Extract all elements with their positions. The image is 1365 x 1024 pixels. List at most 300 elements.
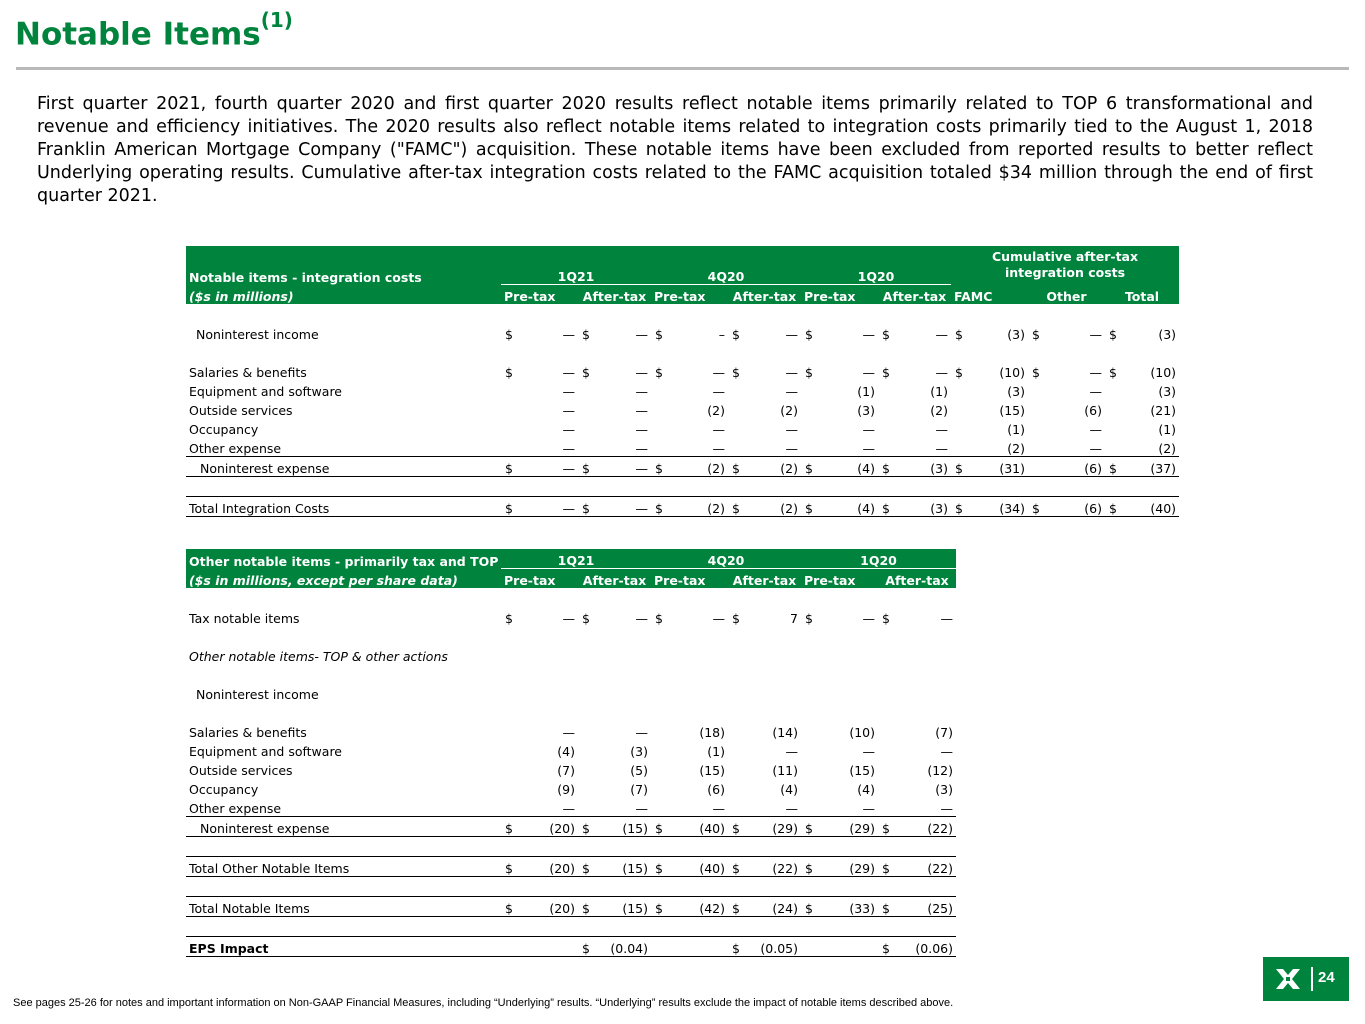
value-cell bbox=[1028, 399, 1105, 418]
value-text: — bbox=[1089, 327, 1102, 342]
title-divider bbox=[16, 67, 1349, 70]
currency-symbol: $ bbox=[805, 501, 813, 516]
value-cell bbox=[578, 897, 651, 917]
spacer-row bbox=[186, 917, 956, 937]
currency-symbol: $ bbox=[1109, 501, 1117, 516]
value-cell bbox=[728, 740, 801, 759]
currency-symbol: $ bbox=[655, 901, 663, 916]
value-cell bbox=[728, 721, 801, 740]
value-text: — bbox=[712, 441, 725, 456]
value-text: (2) bbox=[780, 461, 798, 476]
period-header: 1Q21 bbox=[501, 549, 651, 569]
value-cell bbox=[951, 399, 1028, 418]
value-cell bbox=[578, 721, 651, 740]
spacer-cell bbox=[801, 917, 878, 937]
spacer-cell bbox=[501, 342, 578, 361]
value-cell bbox=[1028, 323, 1105, 342]
currency-symbol: $ bbox=[805, 365, 813, 380]
currency-symbol: $ bbox=[505, 821, 513, 836]
spacer-cell bbox=[186, 626, 501, 645]
value-text: — bbox=[712, 611, 725, 626]
value-cell bbox=[878, 361, 951, 380]
currency-symbol: $ bbox=[505, 461, 513, 476]
value-text: (22) bbox=[927, 821, 953, 836]
value-text: — bbox=[935, 365, 948, 380]
currency-symbol: $ bbox=[582, 365, 590, 380]
value-text: (6) bbox=[707, 782, 725, 797]
row-label: Total Integration Costs bbox=[186, 497, 501, 517]
spacer-cell bbox=[1105, 342, 1179, 361]
value-cell bbox=[801, 607, 878, 626]
empty-cell bbox=[501, 645, 578, 664]
spacer-row bbox=[186, 304, 1179, 323]
row-label: Noninterest income bbox=[196, 327, 319, 342]
table-row bbox=[186, 721, 956, 740]
value-cell bbox=[578, 418, 651, 437]
spacer-cell bbox=[951, 304, 1028, 323]
value-cell bbox=[951, 380, 1028, 399]
currency-symbol: $ bbox=[505, 611, 513, 626]
spacer-row bbox=[186, 588, 956, 607]
spacer-cell bbox=[578, 477, 651, 497]
value-cell bbox=[878, 817, 956, 837]
currency-symbol: $ bbox=[732, 365, 740, 380]
currency-symbol: $ bbox=[655, 327, 663, 342]
value-text: (6) bbox=[1084, 501, 1102, 516]
row-label: Occupancy bbox=[189, 782, 259, 797]
currency-symbol: $ bbox=[882, 861, 890, 876]
value-text: (3) bbox=[935, 782, 953, 797]
currency-symbol: $ bbox=[805, 861, 813, 876]
value-text: — bbox=[635, 365, 648, 380]
value-text: (4) bbox=[857, 782, 875, 797]
value-cell bbox=[951, 323, 1028, 342]
value-cell bbox=[801, 418, 878, 437]
value-cell bbox=[578, 857, 651, 877]
spacer-cell bbox=[801, 342, 878, 361]
value-cell bbox=[501, 857, 578, 877]
value-text: (10) bbox=[999, 365, 1025, 380]
currency-symbol: $ bbox=[882, 941, 890, 956]
value-text: (24) bbox=[772, 901, 798, 916]
spacer-cell bbox=[728, 877, 801, 897]
currency-symbol: $ bbox=[955, 501, 963, 516]
value-cell bbox=[801, 778, 878, 797]
intro-paragraph: First quarter 2021, fourth quarter 2020 and first quarter 2020 results reflect notable items primarily related to TOP 6 transformational and revenue and efficiency initiatives. The 2020 results also reflect notable items related to integration costs primarily tied to the August 1, 2018 Franklin American Mortgage Company ("FAMC") acquisition. These notable items have been excluded from reported results to better reflect Underlying operating results. Cumulative after-tax integration costs related to the FAMC acquisition totaled $34 million through the end of first quarter 2021. bbox=[37, 94, 1313, 206]
spacer-cell bbox=[728, 664, 801, 683]
value-text: (2) bbox=[1007, 441, 1025, 456]
value-cell bbox=[878, 740, 956, 759]
column-header: Pre-tax bbox=[501, 569, 578, 589]
value-text: — bbox=[712, 801, 725, 816]
value-cell bbox=[1105, 380, 1179, 399]
value-text: (3) bbox=[630, 744, 648, 759]
value-text: — bbox=[562, 365, 575, 380]
column-header: Pre-tax bbox=[801, 569, 878, 589]
value-cell bbox=[878, 778, 956, 797]
currency-symbol: $ bbox=[1032, 365, 1040, 380]
period-header: 4Q20 bbox=[651, 265, 801, 285]
spacer-cell bbox=[728, 477, 801, 497]
value-cell bbox=[728, 399, 801, 418]
column-header: After-tax bbox=[728, 285, 801, 305]
spacer-cell bbox=[1105, 477, 1179, 497]
value-cell bbox=[951, 497, 1028, 517]
spacer-cell bbox=[186, 837, 501, 857]
column-header: Pre-tax bbox=[501, 285, 578, 305]
value-cell bbox=[651, 857, 728, 877]
spacer-cell bbox=[728, 837, 801, 857]
empty-cell bbox=[878, 683, 956, 702]
value-cell bbox=[878, 418, 951, 437]
spacer-cell bbox=[186, 917, 501, 937]
value-text: (10) bbox=[1150, 365, 1177, 380]
spacer-cell bbox=[186, 342, 501, 361]
value-cell bbox=[651, 399, 728, 418]
value-text: — bbox=[862, 801, 875, 816]
currency-symbol: $ bbox=[732, 821, 740, 836]
value-text: (2) bbox=[1158, 441, 1177, 456]
value-text: — bbox=[635, 801, 648, 816]
spacer-cell bbox=[651, 342, 728, 361]
currency-symbol: $ bbox=[732, 861, 740, 876]
value-cell bbox=[1028, 457, 1105, 477]
value-cell bbox=[501, 607, 578, 626]
value-text: — bbox=[862, 611, 875, 626]
row-label: Equipment and software bbox=[189, 384, 342, 399]
currency-symbol: $ bbox=[582, 861, 590, 876]
spacer-cell bbox=[878, 304, 951, 323]
value-text: — bbox=[785, 744, 798, 759]
spacer-cell bbox=[878, 837, 956, 857]
empty-cell bbox=[801, 683, 878, 702]
currency-symbol: $ bbox=[805, 901, 813, 916]
row-label: Occupancy bbox=[189, 422, 259, 437]
row-label: Tax notable items bbox=[189, 611, 300, 626]
value-text: – bbox=[718, 327, 725, 342]
spacer-cell bbox=[501, 626, 578, 645]
value-text: (11) bbox=[772, 763, 798, 778]
value-text: — bbox=[635, 403, 648, 418]
value-text: — bbox=[562, 461, 575, 476]
spacer-cell bbox=[1105, 304, 1179, 323]
spacer-cell bbox=[651, 664, 728, 683]
page-number: 24 bbox=[1318, 969, 1335, 986]
value-cell bbox=[1028, 361, 1105, 380]
value-cell bbox=[801, 437, 878, 457]
currency-symbol: $ bbox=[1109, 365, 1117, 380]
section-label: Other notable items- TOP & other actions bbox=[189, 649, 448, 664]
column-header: Pre-tax bbox=[651, 285, 728, 305]
value-text: (2) bbox=[780, 403, 798, 418]
currency-symbol: $ bbox=[882, 501, 890, 516]
row-label: Other expense bbox=[186, 797, 501, 817]
value-text: (42) bbox=[699, 901, 725, 916]
value-cell bbox=[1105, 361, 1179, 380]
value-cell bbox=[501, 740, 578, 759]
currency-symbol: $ bbox=[655, 821, 663, 836]
value-text: — bbox=[1089, 441, 1102, 456]
spacer-cell bbox=[501, 588, 578, 607]
currency-symbol: $ bbox=[1109, 461, 1117, 476]
spacer-cell bbox=[651, 588, 728, 607]
value-text: — bbox=[940, 744, 953, 759]
value-text: (3) bbox=[1158, 327, 1177, 342]
value-cell bbox=[651, 721, 728, 740]
value-text: — bbox=[562, 501, 575, 516]
value-cell bbox=[728, 857, 801, 877]
table-row bbox=[186, 437, 1179, 457]
currency-symbol: $ bbox=[655, 611, 663, 626]
spacer-cell bbox=[728, 917, 801, 937]
value-text: (4) bbox=[780, 782, 798, 797]
spacer-cell bbox=[651, 877, 728, 897]
value-text: (0.06) bbox=[915, 941, 953, 956]
value-text: (4) bbox=[557, 744, 575, 759]
currency-symbol: $ bbox=[732, 611, 740, 626]
brand-logo bbox=[1263, 957, 1349, 1001]
value-text: — bbox=[940, 801, 953, 816]
empty-cell bbox=[651, 683, 728, 702]
value-text: (3) bbox=[930, 501, 948, 516]
spacer-row bbox=[186, 664, 956, 683]
value-cell bbox=[878, 399, 951, 418]
table-subtitle: ($s in millions) bbox=[186, 285, 501, 305]
value-text: — bbox=[785, 384, 798, 399]
currency-symbol: $ bbox=[1032, 327, 1040, 342]
spacer-cell bbox=[1028, 342, 1105, 361]
row-label: Outside services bbox=[189, 763, 293, 778]
currency-symbol: $ bbox=[582, 461, 590, 476]
table-row bbox=[186, 418, 1179, 437]
value-text: — bbox=[562, 441, 575, 456]
value-cell bbox=[951, 437, 1028, 457]
spacer-cell bbox=[651, 837, 728, 857]
spacer-cell bbox=[186, 588, 501, 607]
value-cell bbox=[878, 323, 951, 342]
value-cell bbox=[728, 497, 801, 517]
spacer-cell bbox=[878, 626, 956, 645]
value-cell bbox=[501, 797, 578, 817]
currency-symbol: $ bbox=[732, 327, 740, 342]
spacer-row bbox=[186, 877, 956, 897]
value-cell bbox=[801, 457, 878, 477]
empty-cell bbox=[501, 937, 578, 957]
spacer-cell bbox=[878, 342, 951, 361]
table-row bbox=[186, 778, 956, 797]
table-row bbox=[186, 817, 956, 837]
value-text: (12) bbox=[927, 763, 953, 778]
currency-symbol: $ bbox=[805, 821, 813, 836]
value-text: (15) bbox=[849, 763, 875, 778]
value-text: — bbox=[935, 422, 948, 437]
spacer-cell bbox=[801, 477, 878, 497]
value-cell bbox=[651, 797, 728, 817]
value-text: (3) bbox=[857, 403, 875, 418]
table-row bbox=[186, 380, 1179, 399]
value-cell bbox=[651, 497, 728, 517]
currency-symbol: $ bbox=[655, 861, 663, 876]
currency-symbol: $ bbox=[805, 327, 813, 342]
value-text: (18) bbox=[699, 725, 725, 740]
spacer-cell bbox=[878, 877, 956, 897]
value-cell bbox=[878, 759, 956, 778]
spacer-cell bbox=[651, 917, 728, 937]
value-cell bbox=[801, 380, 878, 399]
value-cell bbox=[801, 721, 878, 740]
value-text: — bbox=[562, 611, 575, 626]
value-cell bbox=[651, 607, 728, 626]
value-text: (15) bbox=[699, 763, 725, 778]
value-text: (4) bbox=[857, 501, 875, 516]
value-text: (29) bbox=[772, 821, 798, 836]
spacer-cell bbox=[728, 626, 801, 645]
spacer-cell bbox=[578, 342, 651, 361]
value-text: (37) bbox=[1150, 461, 1177, 476]
value-text: (7) bbox=[557, 763, 575, 778]
spacer-cell bbox=[951, 342, 1028, 361]
value-text: — bbox=[562, 403, 575, 418]
value-cell bbox=[728, 817, 801, 837]
value-cell bbox=[651, 418, 728, 437]
value-cell bbox=[1028, 437, 1105, 457]
spacer-cell bbox=[951, 477, 1028, 497]
value-cell bbox=[1105, 497, 1179, 517]
eps-row bbox=[186, 937, 956, 957]
value-cell bbox=[1105, 418, 1179, 437]
table-title: Other notable items - primarily tax and TOP bbox=[186, 549, 501, 569]
currency-symbol: $ bbox=[582, 611, 590, 626]
empty-cell bbox=[801, 937, 878, 957]
value-cell bbox=[728, 361, 801, 380]
spacer-row bbox=[186, 837, 956, 857]
value-cell bbox=[501, 759, 578, 778]
value-cell bbox=[951, 457, 1028, 477]
value-cell bbox=[878, 857, 956, 877]
logo-separator bbox=[1311, 967, 1313, 991]
value-text: — bbox=[635, 327, 648, 342]
spacer-cell bbox=[651, 702, 728, 721]
cumulative-header: Cumulative after-tax integration costs bbox=[951, 246, 1179, 285]
value-cell bbox=[951, 361, 1028, 380]
row-label: Equipment and software bbox=[189, 744, 342, 759]
page-title: Notable Items$^{(1)}$ bbox=[15, 8, 293, 53]
empty-cell bbox=[578, 645, 651, 664]
spacer-cell bbox=[651, 626, 728, 645]
value-cell bbox=[728, 778, 801, 797]
value-cell bbox=[801, 361, 878, 380]
value-cell bbox=[578, 740, 651, 759]
value-cell bbox=[651, 759, 728, 778]
spacer-cell bbox=[578, 877, 651, 897]
currency-symbol: $ bbox=[955, 365, 963, 380]
value-cell bbox=[878, 607, 956, 626]
value-cell bbox=[651, 361, 728, 380]
value-cell bbox=[578, 817, 651, 837]
value-text: (3) bbox=[1007, 384, 1025, 399]
value-cell bbox=[578, 759, 651, 778]
value-text: (1) bbox=[707, 744, 725, 759]
value-cell bbox=[1028, 497, 1105, 517]
value-text: (2) bbox=[930, 403, 948, 418]
period-header: 1Q21 bbox=[501, 265, 651, 285]
value-text: (0.04) bbox=[610, 941, 648, 956]
column-header: After-tax bbox=[578, 569, 651, 589]
value-cell bbox=[801, 817, 878, 837]
value-text: (40) bbox=[1150, 501, 1177, 516]
value-text: — bbox=[712, 422, 725, 437]
value-text: (2) bbox=[707, 501, 725, 516]
value-text: — bbox=[862, 441, 875, 456]
column-header: Total bbox=[1105, 285, 1179, 305]
spacer-cell bbox=[878, 664, 956, 683]
currency-symbol: $ bbox=[505, 861, 513, 876]
currency-symbol: $ bbox=[655, 365, 663, 380]
currency-symbol: $ bbox=[582, 901, 590, 916]
value-text: — bbox=[635, 461, 648, 476]
value-text: — bbox=[862, 327, 875, 342]
value-text: — bbox=[635, 441, 648, 456]
table-row bbox=[186, 361, 1179, 380]
value-cell bbox=[801, 323, 878, 342]
currency-symbol: $ bbox=[655, 501, 663, 516]
row-label: Noninterest expense bbox=[186, 457, 501, 477]
value-cell bbox=[1105, 323, 1179, 342]
value-text: (33) bbox=[849, 901, 875, 916]
spacer-cell bbox=[728, 304, 801, 323]
value-cell bbox=[501, 418, 578, 437]
value-text: (20) bbox=[549, 861, 575, 876]
value-text: — bbox=[562, 384, 575, 399]
value-cell bbox=[801, 897, 878, 917]
table-subtitle: ($s in millions, except per share data) bbox=[186, 569, 501, 589]
column-header: Pre-tax bbox=[651, 569, 728, 589]
empty-cell bbox=[801, 645, 878, 664]
value-text: (10) bbox=[849, 725, 875, 740]
row-label: Salaries & benefits bbox=[189, 365, 307, 380]
spacer-cell bbox=[801, 877, 878, 897]
currency-symbol: $ bbox=[505, 327, 513, 342]
value-text: — bbox=[940, 611, 953, 626]
currency-symbol: $ bbox=[505, 365, 513, 380]
empty-cell bbox=[878, 645, 956, 664]
value-text: (20) bbox=[549, 821, 575, 836]
value-text: 7 bbox=[790, 611, 798, 626]
empty-cell bbox=[651, 645, 728, 664]
value-text: — bbox=[712, 365, 725, 380]
value-cell bbox=[878, 497, 951, 517]
currency-symbol: $ bbox=[882, 611, 890, 626]
row-label: Other expense bbox=[186, 437, 501, 457]
value-cell bbox=[578, 778, 651, 797]
value-cell bbox=[651, 323, 728, 342]
value-text: (29) bbox=[849, 861, 875, 876]
spacer-row bbox=[186, 626, 956, 645]
value-cell bbox=[578, 380, 651, 399]
table-row bbox=[186, 857, 956, 877]
value-text: (1) bbox=[930, 384, 948, 399]
spacer-cell bbox=[728, 588, 801, 607]
value-text: — bbox=[862, 744, 875, 759]
value-cell bbox=[501, 497, 578, 517]
value-cell bbox=[801, 399, 878, 418]
row-label: EPS Impact bbox=[186, 937, 501, 957]
value-text: (5) bbox=[630, 763, 648, 778]
value-cell bbox=[651, 817, 728, 837]
value-cell bbox=[578, 361, 651, 380]
section-row bbox=[186, 683, 956, 702]
spacer-cell bbox=[801, 626, 878, 645]
